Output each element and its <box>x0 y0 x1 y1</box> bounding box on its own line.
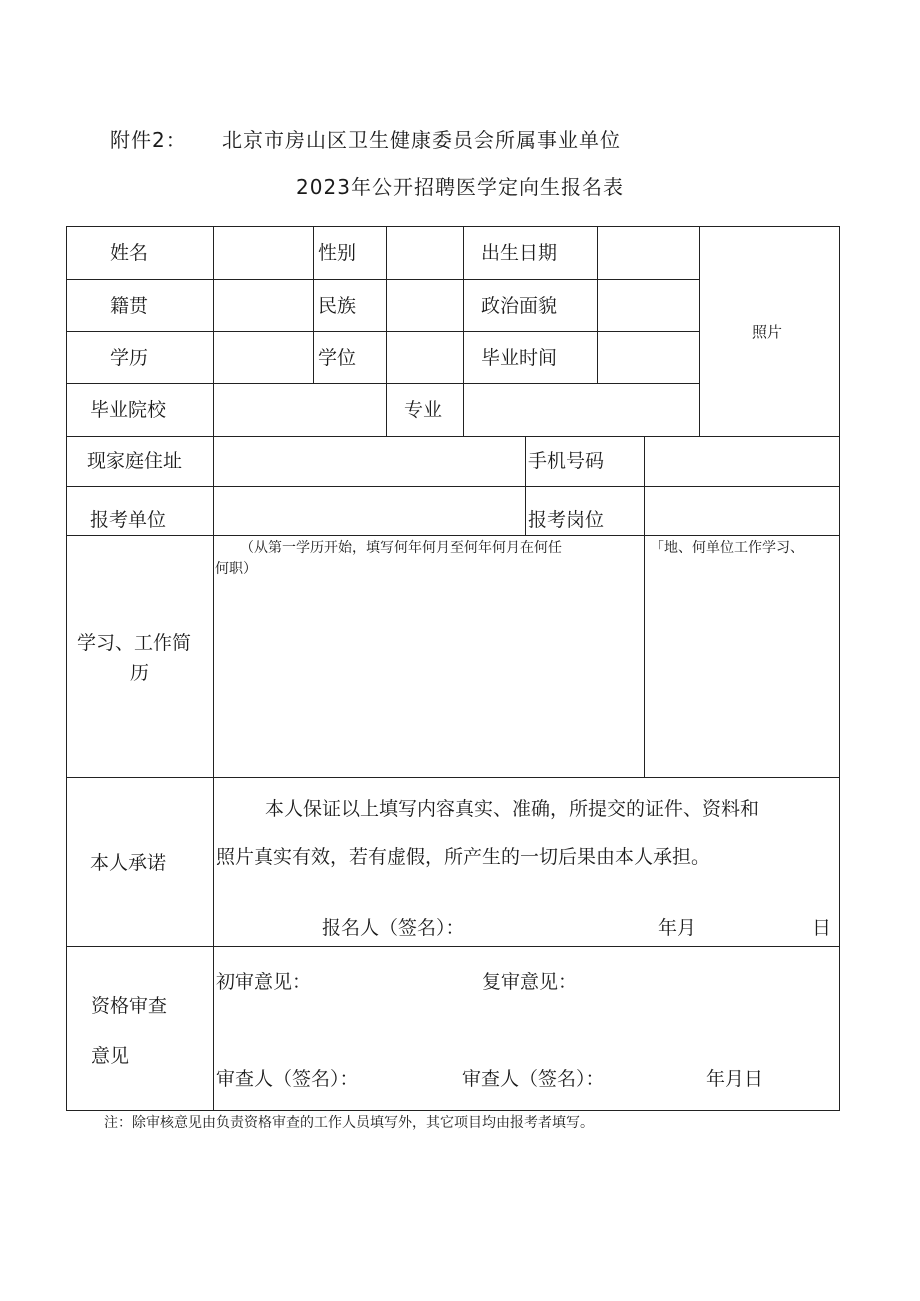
pledge-day: 日 <box>812 917 832 939</box>
review-date: 年月日 <box>706 1068 764 1090</box>
native-place-label: 籍贯 <box>110 295 149 317</box>
review-label-1: 资格审查 <box>91 995 168 1017</box>
pledge-line-1: 本人保证以上填写内容真实、准确，所提交的证件、资料和 <box>265 798 760 820</box>
applied-unit-label: 报考单位 <box>90 509 167 531</box>
footer-note: 注：除审核意见由负责资格审查的工作人员填写外，其它项目均由报考者填写。 <box>104 1115 594 1131</box>
school-label: 毕业院校 <box>90 399 167 421</box>
graduation-time-label: 毕业时间 <box>481 347 558 369</box>
title-text-1: 北京市房山区卫生健康委员会所属事业单位 <box>222 128 621 152</box>
pledge-label: 本人承诺 <box>90 852 167 874</box>
title-line-2: 2023年公开招聘医学定向生报名表 <box>296 175 624 199</box>
pledge-line-2: 照片真实有效，若有虚假，所产生的一切后果由本人承担。 <box>216 846 711 868</box>
gender-label: 性别 <box>318 242 357 264</box>
address-label: 现家庭住址 <box>87 450 183 472</box>
attachment-label: 附件2： <box>110 128 187 152</box>
resume-hint-2: 何职） <box>215 561 257 577</box>
photo-label: 照片 <box>752 323 783 341</box>
applicant-sign-label: 报名人（签名）： <box>322 917 465 939</box>
reviewer-sign-1: 审查人（签名）： <box>216 1068 359 1090</box>
education-label: 学历 <box>110 347 149 369</box>
ethnicity-label: 民族 <box>318 295 357 317</box>
reviewer-sign-2: 审查人（签名）： <box>462 1068 605 1090</box>
birth-date-label: 出生日期 <box>481 242 558 264</box>
review-label-2: 意见 <box>91 1045 130 1067</box>
initial-review-label: 初审意见： <box>216 971 312 993</box>
re-review-label: 复审意见： <box>482 971 578 993</box>
resume-label-1: 学习、工作简 <box>77 632 192 654</box>
phone-label: 手机号码 <box>528 450 605 472</box>
title-line-1 <box>110 124 621 153</box>
resume-label-2: 历 <box>130 662 150 684</box>
applied-post-label: 报考岗位 <box>528 509 605 531</box>
resume-hint-1: （从第一学历开始，填写何年何月至何年何月在何任 <box>240 540 562 556</box>
degree-label: 学位 <box>318 347 357 369</box>
pledge-year-month: 年月 <box>658 917 697 939</box>
political-status-label: 政治面貌 <box>481 295 558 317</box>
name-label: 姓名 <box>110 242 149 264</box>
resume-hint-right: 「地、何单位工作学习、 <box>650 540 804 556</box>
major-label: 专业 <box>404 399 443 421</box>
